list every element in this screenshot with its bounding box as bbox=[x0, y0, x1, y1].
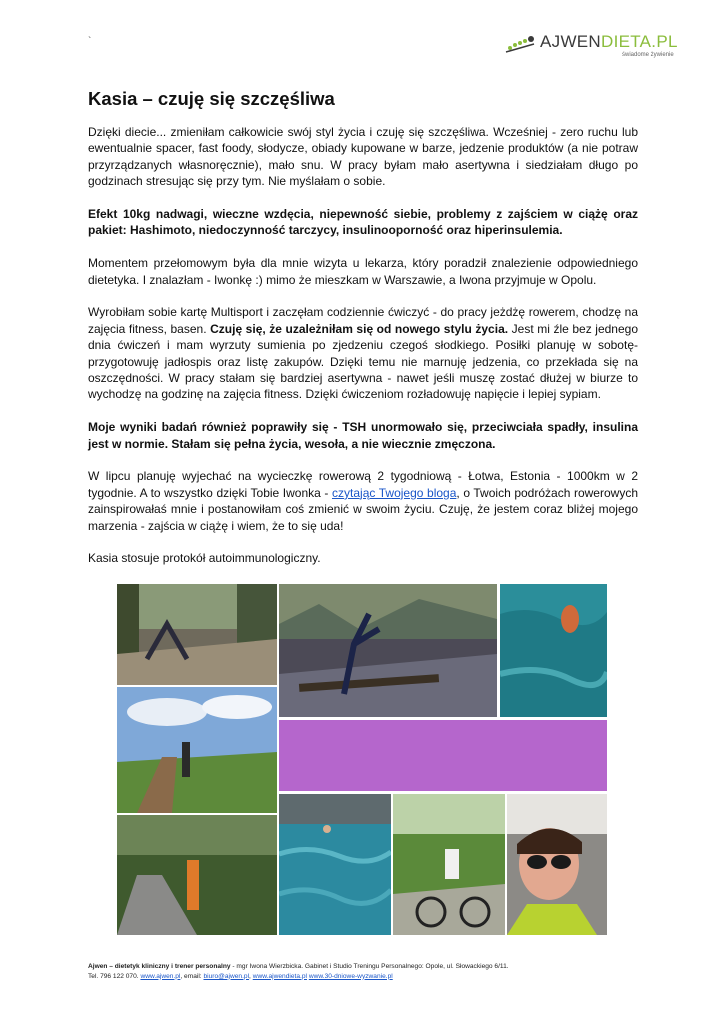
footer-link-email[interactable]: biuro@ajwen.pl bbox=[203, 972, 250, 980]
purple-tile bbox=[279, 720, 607, 791]
paragraph-5: Moje wyniki badań również poprawiły się - TSH unormowało się, przeciwciała spadły, insulina jest w normie. Stałam się pełna życia, wesoła, a nie wiecznie zmęczona. bbox=[88, 420, 638, 451]
photo-swimming-pool bbox=[500, 584, 607, 717]
paragraph-3: Momentem przełomowym była dla mnie wizyta u lekarza, który poradził znalezienie odpowiedniego dietetyka. I znalazłam - Iwonkę :) mimo że mieszkam w Warszawie, a Iwona przyjmuje w Opolu. bbox=[88, 256, 638, 287]
footer-line-2: Tel. 796 122 070. www.ajwen.pl, email: biuro@ajwen.pl, www.ajwendieta.pl www.30-dniowe-wyzwanie.pl bbox=[88, 972, 393, 980]
footer-link-challenge[interactable]: www.30-dniowe-wyzwanie.pl bbox=[308, 972, 393, 980]
article-body bbox=[88, 124, 638, 583]
runner-logo-icon bbox=[504, 34, 538, 54]
paragraph-2: Efekt 10kg nadwagi, wieczne wzdęcia, niepewność siebie, problemy z zajściem w ciążę oraz pakiet: Hashimoto, niedoczynność tarczycy, insulinooporność oraz hiperinsulemia. bbox=[88, 207, 638, 238]
paragraph-1: Dzięki diecie... zmieniłam całkowicie swój styl życia i czuję się szczęśliwa. Wcześniej - zero ruchu lub ewentualnie spacer, fast foody, słodycze, obiady kupowane w barze, jedzenie produktów (a nie potraw przyrządzanych własnoręcznie), mało snu. W pracy byłam mało asertywna i siedziałam długo po godzinach stresując się przy tym. Nie myślałam o sobie. bbox=[88, 125, 638, 189]
photo-forest-road bbox=[117, 815, 277, 935]
logo-tagline: świadome żywienie bbox=[622, 52, 674, 58]
article-title: Kasia – czuję się szczęśliwa bbox=[88, 88, 335, 109]
page-footer bbox=[88, 962, 648, 981]
page-mark: ` bbox=[88, 36, 92, 47]
photo-pool-water bbox=[279, 794, 391, 935]
photo-exercise-log bbox=[279, 584, 497, 717]
footer-link-ajwendieta[interactable]: www.ajwendieta.pl bbox=[252, 972, 307, 980]
photo-cycling bbox=[393, 794, 505, 935]
paragraph-4: Wyrobiłam sobie kartę Multisport i zaczęłam codziennie ćwiczyć - do pracy jeżdżę rowerem, chodzę na zajęcia fitness, basen. Czuję się, że uzależniłam się od nowego stylu życia. Jest mi źle bez jednego dnia ćwiczeń i mam wyrzuty sumienia po zjedzeniu czegoś słodkiego. Posiłki planuję w sobotę- przygotowuję jadłospis oraz listę zakupów. Dzięki temu nie marnuję jedzenia, co przekłada się na oszczędności. W pracy stałam się bardziej asertywna - nawet jeśli muszę zostać dłużej w biurze to wychodzę na godzinę na zajęcia fitness. Dzięki ćwiczeniom rozładowuję napięcie i lepiej sypiam. bbox=[88, 305, 638, 402]
logo-text: AJWENDIETA.PL bbox=[540, 32, 678, 51]
paragraph-7: Kasia stosuje protokół autoimmunologiczny. bbox=[88, 551, 321, 566]
photo-stretching-forest bbox=[117, 584, 277, 685]
footer-link-ajwen[interactable]: www.ajwen.pl bbox=[140, 972, 181, 980]
photo-selfie-sunglasses bbox=[507, 794, 607, 935]
paragraph-6: W lipcu planuję wyjechać na wycieczkę rowerową 2 tygodniową - Łotwa, Estonia - 1000km w 2 tygodnie. A to wszystko dzięki Tobie Iwonka - czytając Twojego bloga, o Twoich podróżach rowerowych zainspirowałaś mnie i postanowiłam coś zmienić w swoim życiu. Czuję, że jestem coraz bliżej mojego marzenia - zajścia w ciążę i wiem, że to się uda! bbox=[88, 469, 638, 533]
ajwendieta-logo[interactable] bbox=[504, 30, 694, 64]
photo-mountain-trail bbox=[117, 687, 277, 813]
footer-line-1: Ajwen – dietetyk kliniczny i trener personalny - mgr Iwona Wierzbicka. Gabinet i Studio Treningu Personalnego: Opole, ul. Słowackiego 6/11. bbox=[88, 963, 509, 970]
blog-link[interactable]: czytając Twojego bloga bbox=[332, 485, 457, 500]
